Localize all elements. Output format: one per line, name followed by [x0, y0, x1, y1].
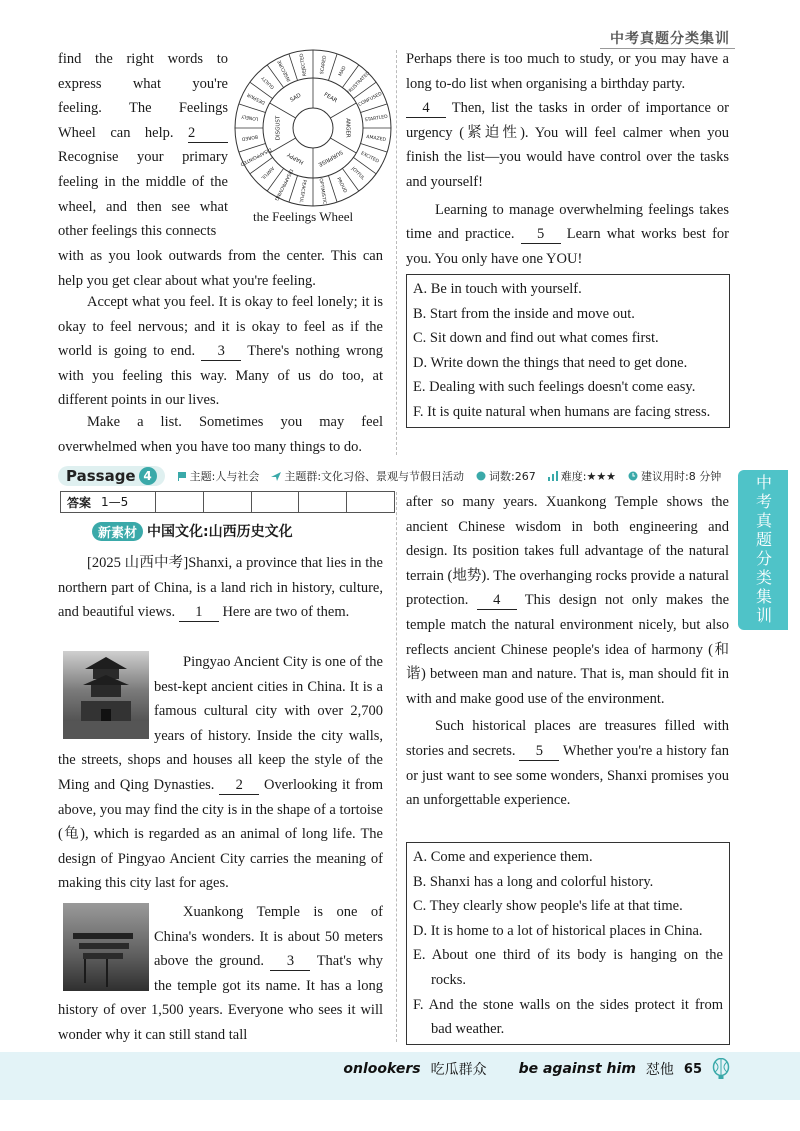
meta-word-count: 词数:267 — [476, 468, 536, 484]
paragraph-text: Xuankong Temple is one of China's wonders. It is about 50 meters above the ground. — [154, 904, 383, 970]
passage-info-bar — [58, 464, 733, 488]
paragraph-text: Perhaps there is too much to study, or you may have a long to-do list when organising a birthday party. — [406, 51, 729, 92]
column-divider-bottom — [396, 492, 397, 1042]
wheel-outer-label: DISAPPOINTED — [239, 146, 272, 167]
wheel-outer-label: PROUD — [335, 176, 348, 194]
wheel-outer-label: OPTIMISTIC — [317, 178, 327, 205]
column-divider-top — [396, 50, 397, 455]
paragraph-text: with as you look outwards from the center. This can help you get clear about what you're feeling. — [58, 248, 383, 289]
intro-line: Wheel can help. — [58, 124, 174, 141]
paragraph-text: Make a list. Sometimes you may feel overwhelmed when you have too many things to do. — [58, 414, 383, 455]
p4-right-text — [406, 490, 729, 813]
option-item: B. Shanxi has a long and colorful history. — [413, 873, 654, 890]
blank-2: 2 — [219, 776, 259, 795]
blank-5: 5 — [521, 225, 561, 244]
option-item: A. Come and experience them. — [413, 849, 593, 865]
paragraph-text: Here are two of them. — [222, 604, 350, 621]
passage-label-text: Passage — [66, 467, 136, 485]
footer-word-zh: 吃瓜群众 — [430, 1062, 487, 1078]
blank-4: 4 — [477, 591, 517, 610]
p4-para1 — [58, 551, 383, 625]
wheel-inner-label: SURPRISE — [317, 148, 344, 168]
option-item: A. Be in touch with yourself. — [413, 281, 582, 297]
intro-line-with-blank — [58, 121, 228, 146]
wheel-inner-label: HAPPY — [286, 150, 305, 165]
answer-table — [60, 491, 395, 513]
answer-cell[interactable] — [347, 492, 394, 512]
intro-line: other feelings this connects — [58, 223, 217, 240]
wheel-outer-label: STARTLED — [364, 114, 389, 124]
option-item: C. Sit down and find out what comes first. — [413, 330, 659, 347]
paragraph-text: after so many years. Xuankong Temple shows the ancient Chinese wisdom in both engineering and design. Its position takes full advantage of the natural terrain (地势). The overhanging rocks provide a natural protection. — [406, 494, 729, 609]
wheel-outer-label: BORED — [241, 133, 259, 141]
p4-para2 — [58, 650, 383, 896]
side-tab: 中考真题分类集训 — [738, 470, 788, 630]
blank-2: 2 — [188, 124, 228, 143]
intro-line: wheel, and then see what — [58, 198, 228, 215]
paragraph-text: [2025 山西中考]Shanxi, a province that lies in the northern part of China, is a land rich in history, culture, and beautiful views. — [58, 555, 383, 621]
footer — [343, 1058, 730, 1080]
running-header: 中考真题分类集训 — [610, 31, 730, 47]
p3-options-box — [406, 274, 730, 428]
footer-word-zh: 怼他 — [645, 1062, 674, 1078]
wheel-outer-label: SCARED — [320, 55, 328, 75]
wheel-outer-label: EXCITED — [359, 151, 380, 165]
wheel-inner-label: ANGER — [344, 118, 351, 138]
p3-intro-lines — [58, 47, 228, 244]
option-item: F. It is quite natural when humans are facing stress. — [413, 403, 711, 420]
wheel-outer-label: DISAPPROVING — [272, 167, 294, 202]
paragraph-text: Then, list the tasks in order of importance or urgency (紧迫性). You will feel calmer when you finish the list—you would have control over the tasks and yourself! — [406, 100, 729, 190]
intro-line: find the right words to — [58, 51, 228, 67]
footer-word: be against him — [518, 1061, 636, 1077]
new-material-badge: 新素材 — [92, 522, 143, 541]
wheel-inner-label: SAD — [289, 92, 303, 104]
option-item: B. Start from the inside and move out. — [413, 305, 635, 322]
blank-1: 1 — [179, 603, 219, 622]
clock-icon — [628, 471, 638, 481]
wheel-outer-label: CONFUSED — [357, 91, 384, 108]
wheel-inner-label: DISGUST — [275, 115, 282, 141]
wheel-outer-label: DESPAIR — [246, 91, 267, 105]
wheel-caption: the Feelings Wheel — [253, 209, 354, 224]
paragraph-text: Accept what you feel. It is okay to feel lonely; it is okay to feel nervous; and it is okay to feel as if the world is going to end. — [58, 294, 383, 360]
blank-5: 5 — [519, 742, 559, 761]
passage-number: 4 — [139, 467, 157, 485]
intro-line: feeling in the middle of the — [58, 173, 228, 190]
answer-cell[interactable] — [299, 492, 347, 512]
p3-para2 — [58, 290, 383, 413]
p3-right-text — [406, 47, 729, 271]
paragraph-text: Overlooking it from above, you may find the city is in the shape of a tortoise (龟), which is regarded as an animal of long life. The design of Pingyao Ancient City carries the meaning of making this city last for ages. — [58, 776, 384, 892]
intro-line: Recognise your primary — [58, 149, 228, 166]
answer-label-cell: 答案 1—5 — [61, 492, 156, 512]
wheel-outer-label: GUILTY — [261, 74, 276, 90]
bars-icon — [548, 471, 558, 481]
footer-word: onlookers — [343, 1061, 421, 1077]
p3-para1-rest — [58, 244, 383, 293]
wheel-outer-label: REJECTED — [299, 52, 309, 77]
answer-cell[interactable] — [204, 492, 252, 512]
paragraph-text: This design not only makes the temple match the natural environment nicely, but also reflects ancient Chinese people's idea of harmony (和谐) between man and nature. That is, man should fit in with and make good use of the environment. — [406, 592, 729, 707]
wheel-outer-label: LONELY — [241, 113, 259, 121]
option-item: D. Write down the things that need to get done. — [413, 354, 688, 371]
new-material-title: 中国文化:山西历史文化 — [147, 524, 293, 540]
meta-theme-group: 主题群:文化习俗、景观与节假日活动 — [271, 468, 464, 484]
option-item: E. Dealing with such feelings doesn't come easy. — [413, 379, 696, 396]
wheel-outer-label: MAD — [338, 65, 348, 78]
wheel-outer-label: AMAZED — [365, 134, 387, 144]
new-material-heading — [92, 521, 293, 541]
paragraph-text: Such historical places are treasures filled with stories and secrets. — [406, 718, 729, 759]
wheel-outer-label: AWFUL — [259, 165, 275, 180]
option-item: F. And the stone walls on the sides protect it from bad weather. — [413, 996, 723, 1038]
intro-line: feeling. The Feelings — [58, 100, 228, 117]
paragraph-text: That's why the temple got its name. It has a long history of over 1,500 years. Everyone who sees it will wonder why it can still stand tall — [58, 953, 383, 1043]
intro-line: express what you're — [58, 75, 228, 92]
wheel-outer-label: PEACEFUL — [297, 179, 307, 204]
passage-label — [58, 466, 165, 486]
feelings-wheel — [233, 48, 393, 208]
page-number: 65 — [683, 1061, 702, 1077]
flag-icon — [177, 471, 187, 481]
blank-3: 3 — [201, 342, 241, 361]
blank-4: 4 — [406, 99, 446, 118]
plane-icon — [271, 471, 281, 481]
answer-cell[interactable] — [252, 492, 300, 512]
wheel-outer-label: FRUSTRATED — [346, 71, 372, 96]
p4-para3 — [58, 900, 383, 1048]
meta-difficulty: 难度:★★★ — [548, 468, 616, 484]
meta-time: 建议用时:8 分钟 — [628, 468, 721, 484]
paragraph-text: There's nothing wrong with you feeling this way. Many of us do too, at different points in our lives. — [58, 343, 384, 409]
blank-3: 3 — [270, 952, 310, 971]
paragraph-text: Pingyao Ancient City is one of the best-kept ancient cities in China. It is a famous cultural city with over 2,700 years of history. Inside the city walls, the streets, shops and houses all keep the style of the Ming and Qing Dynasties. — [58, 654, 383, 793]
p4-options-box — [406, 842, 730, 1045]
wheel-outer-label: INSECURE — [277, 59, 293, 83]
p3-para3 — [58, 410, 383, 459]
option-item: C. They clearly show people's life at that time. — [413, 898, 683, 915]
wheel-outer-label: JOYFUL — [350, 166, 366, 182]
paragraph-text: Whether you're a history fan or just want to see some wonders, Shanxi promises you an unforgettable experience. — [406, 742, 729, 809]
count-icon — [476, 471, 486, 481]
paragraph-text: Learn what works best for you. You only have one YOU! — [406, 226, 730, 267]
answer-cell[interactable] — [156, 492, 204, 512]
paragraph-text: Learning to manage overwhelming feelings takes time and practice. — [406, 201, 729, 243]
wheel-inner-label: FEAR — [322, 91, 338, 105]
option-item: E. About one third of its body is hanging on the rocks. — [413, 947, 723, 988]
meta-theme: 主题:人与社会 — [177, 468, 260, 484]
option-item: D. It is home to a lot of historical places in China. — [413, 922, 703, 939]
balloon-icon — [712, 1058, 730, 1080]
